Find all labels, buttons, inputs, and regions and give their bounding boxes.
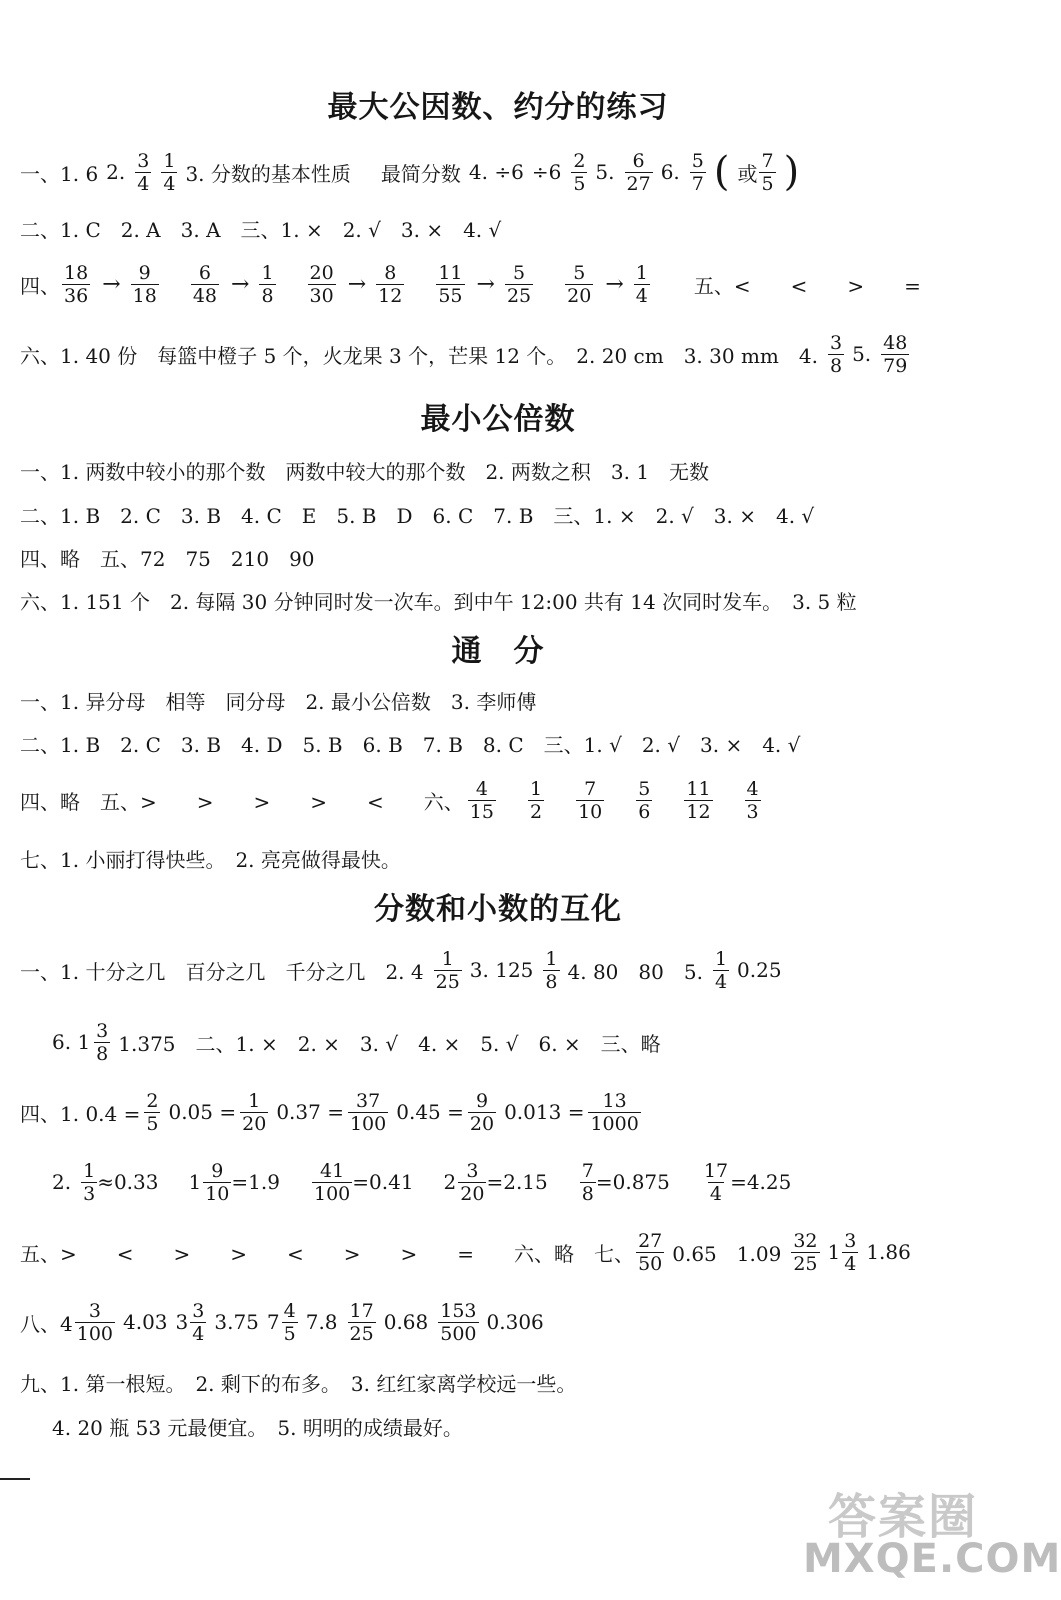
fraction: $\frac{3}{8}$ — [96, 1019, 109, 1065]
answer-text: =2.15 — [486, 1170, 548, 1194]
answer-text: 六、1. 40 份 每篮中橙子 5 个，火龙果 3 个，芒果 12 个。 2. 20 cm 3. 30 mm 4. — [20, 343, 818, 368]
fraction: $\frac{5}{20}$ — [567, 261, 592, 307]
answer-text: 0.65 1.09 — [672, 1241, 782, 1266]
answer-text: 四、1. 0.4 = — [20, 1101, 141, 1126]
page-rule — [0, 1478, 30, 1480]
answer-line — [52, 1150, 799, 1214]
fraction: $\frac{41}{100}$ — [313, 1159, 351, 1205]
fraction: $\frac{6}{48}$ — [192, 261, 217, 307]
answer-text: =0.41 — [352, 1170, 414, 1194]
answer-text: 2 — [443, 1170, 457, 1194]
fraction: $\frac{17}{25}$ — [349, 1299, 374, 1345]
fraction: $\frac{20}{30}$ — [309, 261, 334, 307]
answer-text: =4.25 — [730, 1170, 792, 1194]
arrow-icon: → — [102, 271, 121, 297]
answer-text: 七、1. 小丽打得快些。 2. 亮亮做得最快。 — [20, 847, 401, 872]
watermark-logo — [803, 1478, 1061, 1594]
fraction: $\frac{4}{15}$ — [469, 777, 494, 823]
answer-line — [20, 322, 917, 386]
fraction: $\frac{1}{25}$ — [435, 947, 460, 993]
answer-text: 1.86 — [866, 1240, 911, 1264]
fraction: $\frac{4}{3}$ — [746, 777, 759, 823]
fraction: $\frac{4}{5}$ — [283, 1299, 296, 1345]
answer-text: 6. 1 — [52, 1030, 91, 1054]
answer-text: 最简分数 — [380, 161, 461, 186]
answer-text: 4. ÷6 — [468, 160, 524, 184]
fraction: $\frac{5}{6}$ — [638, 777, 651, 823]
answer-text: 一、1. 6 — [20, 161, 99, 186]
answer-line — [20, 826, 409, 890]
arrow-icon: → — [476, 271, 495, 297]
answer-text: 四、略 五、> > > > < 六、 — [20, 789, 464, 814]
answer-line — [52, 1394, 471, 1458]
answer-text: =0.875 — [595, 1170, 670, 1194]
section-title-lcm: 最小公倍数 — [420, 402, 576, 437]
answer-text: 7.8 — [305, 1310, 338, 1334]
fraction: $\frac{9}{10}$ — [205, 1159, 230, 1205]
answer-text: 4. 20 瓶 53 元最便宜。 5. 明明的成绩最好。 — [52, 1415, 463, 1440]
answer-text: 0.25 — [737, 958, 782, 982]
section-title-gcd: 最大公因数、约分的练习 — [327, 90, 669, 125]
answer-text: 6. — [660, 160, 680, 184]
answer-line — [52, 1010, 669, 1074]
answer-text: 4.03 — [123, 1310, 168, 1334]
answer-text: 九、1. 第一根短。 2. 剩下的布多。 3. 红红家离学校远一些。 — [20, 1371, 577, 1396]
fraction: $\frac{2}{5}$ — [146, 1089, 159, 1135]
fraction: $\frac{8}{12}$ — [378, 261, 403, 307]
answer-line — [20, 711, 808, 775]
fraction: $\frac{2}{5}$ — [573, 149, 586, 195]
answer-text: 0.05 = — [168, 1100, 237, 1124]
fraction: $\frac{1}{20}$ — [242, 1089, 267, 1135]
answer-line — [20, 252, 929, 316]
answer-text: 0.68 — [383, 1310, 429, 1334]
answer-text: 7 — [266, 1310, 280, 1334]
left-paren: ( — [713, 149, 730, 195]
fraction: $\frac{3}{8}$ — [829, 331, 843, 377]
answer-text: 一、1. 两数中较小的那个数 两数中较大的那个数 2. 两数之积 3. 1 无数 — [20, 459, 710, 484]
watermark-url: MXQE.COM — [803, 1536, 1061, 1582]
fraction: $\frac{1}{4}$ — [714, 947, 728, 993]
answer-text: 0.37 = — [276, 1100, 344, 1124]
answer-text: 1.375 二、1. × 2. × 3. √ 4. × 5. √ 6. × 三、略 — [118, 1031, 661, 1056]
fraction: $\frac{11}{55}$ — [438, 261, 463, 307]
section-title-fraction-decimal: 分数和小数的互化 — [374, 892, 622, 927]
answer-text: 五、> < > > < > > = 六、略 七、 — [20, 1241, 635, 1266]
answer-text: 0.013 = — [504, 1100, 585, 1124]
right-paren: ) — [783, 149, 800, 195]
answer-text: 5. — [852, 342, 872, 366]
answer-line — [20, 938, 790, 1002]
answer-text: 3. 125 — [469, 958, 534, 982]
answer-text: ÷6 — [531, 160, 562, 184]
answer-text: 5. — [595, 160, 615, 184]
answer-text: 1 — [188, 1170, 202, 1194]
fraction: $\frac{32}{25}$ — [793, 1229, 818, 1275]
answer-text: 3.75 — [214, 1310, 259, 1334]
fraction: $\frac{37}{100}$ — [349, 1089, 387, 1135]
fraction: $\frac{1}{4}$ — [635, 261, 648, 307]
answer-line — [20, 196, 509, 260]
answer-text: 或 — [737, 161, 758, 186]
fraction: $\frac{48}{79}$ — [883, 331, 908, 377]
fraction: $\frac{5}{7}$ — [691, 149, 704, 195]
answer-line — [20, 568, 865, 632]
fraction: $\frac{9}{18}$ — [132, 261, 157, 307]
arrow-icon: → — [605, 271, 624, 297]
fraction: $\frac{1}{3}$ — [83, 1159, 96, 1205]
answer-text: 0.45 = — [396, 1100, 464, 1124]
answer-line — [20, 1220, 919, 1284]
fraction: $\frac{1}{8}$ — [545, 947, 558, 993]
answer-text: ≈0.33 — [97, 1170, 159, 1194]
fraction: $\frac{3}{4}$ — [192, 1299, 205, 1345]
fraction: $\frac{17}{4}$ — [703, 1159, 729, 1205]
fraction: $\frac{13}{1000}$ — [590, 1089, 639, 1135]
fraction: $\frac{5}{25}$ — [506, 261, 532, 307]
answer-line — [20, 1080, 649, 1144]
answer-text: 二、1. B 2. C 3. B 4. C E 5. B D 6. C 7. B 三、1. × 2. √ 3. × 4. √ — [20, 503, 815, 528]
answer-text: 0.306 — [486, 1310, 544, 1334]
answer-text: 3 — [175, 1310, 189, 1334]
answer-text: 六、1. 151 个 2. 每隔 30 分钟同时发一次车。到中午 12:00 共有 14 次同时发车。 3. 5 粒 — [20, 589, 857, 614]
fraction: $\frac{9}{20}$ — [469, 1089, 495, 1135]
answer-text: 1 — [827, 1240, 841, 1264]
fraction: $\frac{18}{36}$ — [64, 261, 89, 307]
fraction: $\frac{11}{12}$ — [686, 777, 711, 823]
answer-text: 3. 分数的基本性质 — [185, 161, 351, 186]
answer-text: =1.9 — [231, 1170, 280, 1194]
answer-text: 八、4 — [20, 1311, 73, 1336]
fraction: $\frac{27}{50}$ — [638, 1229, 663, 1275]
answer-line — [20, 140, 807, 204]
answer-text: 二、1. B 2. C 3. B 4. D 5. B 6. B 7. B 8. C 三、1. √ 2. √ 3. × 4. √ — [20, 732, 801, 757]
answer-text: 2. — [52, 1170, 72, 1194]
answer-text: 4. 80 80 5. — [567, 959, 703, 984]
fraction: $\frac{7}{8}$ — [581, 1159, 594, 1205]
answer-text: 2. — [106, 160, 126, 184]
fraction: $\frac{3}{4}$ — [844, 1229, 857, 1275]
fraction: $\frac{1}{2}$ — [529, 777, 543, 823]
fraction: $\frac{1}{4}$ — [163, 149, 176, 195]
fraction: $\frac{3}{4}$ — [137, 149, 150, 195]
answer-line — [20, 768, 769, 832]
answer-text: 一、1. 十分之几 百分之几 千分之几 2. 4 — [20, 959, 424, 984]
answer-text: 四、略 五、72 75 210 90 — [20, 546, 315, 571]
fraction: $\frac{7}{5}$ — [761, 149, 774, 195]
fraction: $\frac{1}{8}$ — [261, 261, 274, 307]
watermark-text: 答案圈 — [827, 1489, 978, 1545]
section-title-common-denominator: 通 分 — [451, 634, 545, 669]
answer-line — [20, 1290, 552, 1354]
answer-text: 四、 — [20, 273, 60, 298]
fraction: $\frac{7}{10}$ — [578, 777, 603, 823]
fraction: $\frac{153}{500}$ — [440, 1299, 477, 1345]
arrow-icon: → — [231, 271, 250, 297]
arrow-icon: → — [347, 271, 367, 297]
fraction: $\frac{3}{20}$ — [460, 1159, 485, 1205]
answer-text: 一、1. 异分母 相等 同分母 2. 最小公倍数 3. 李师傅 — [20, 689, 537, 714]
fraction: $\frac{3}{100}$ — [76, 1299, 113, 1345]
answer-text: 二、1. C 2. A 3. A 三、1. × 2. √ 3. × 4. √ — [20, 217, 502, 242]
answer-text: 五、< < > = — [693, 273, 921, 298]
fraction: $\frac{6}{27}$ — [626, 149, 651, 195]
